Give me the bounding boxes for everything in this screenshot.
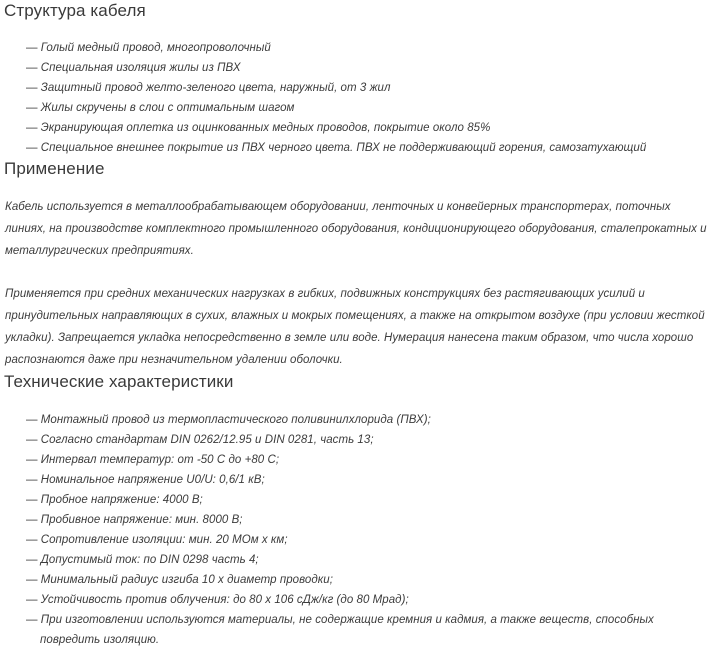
list-item [4,530,716,550]
list-item-label: Допустимый ток: по DIN 0298 часть 4; [40,554,259,566]
list-item-label: Жилы скручены в слои с оптимальным шагом [40,102,295,114]
em-dash-icon: — [26,514,38,526]
em-dash-icon: — [26,62,38,74]
list-item-label: Специальное внешнее покрытие из ПВХ черного цвета. ПВХ не поддерживающий горения, самозатухающий [40,142,647,154]
list-item [4,470,716,490]
em-dash-icon: — [26,574,38,586]
em-dash-icon: — [26,614,38,626]
specs-bullet-list [4,410,716,650]
em-dash-icon: — [26,494,38,506]
list-item-label: Сопротивление изоляции: мин. 20 МОм х км; [40,534,288,546]
list-item-label: При изготовлении используются материалы, не содержащие кремния и кадмия, а также веществ, способных повредить изоляцию. [40,614,654,646]
em-dash-icon: — [26,82,38,94]
list-item [4,510,716,530]
em-dash-icon: — [26,554,38,566]
list-item [4,118,716,138]
list-item-label: Специальная изоляция жилы из ПВХ [40,62,241,74]
list-item [4,38,716,58]
list-item [4,590,716,610]
list-item [4,430,716,450]
em-dash-icon: — [26,102,38,114]
list-item-label: Монтажный провод из термопластического поливинилхлорида (ПВХ); [40,414,431,426]
section-heading-specs: Технические характеристики [4,372,234,391]
list-item-label: Устойчивость против облучения: до 80 х 106 сДж/кг (до 80 Мрад); [40,594,409,606]
section-heading-application: Применение [4,159,105,178]
list-item [4,570,716,590]
list-item-label: Экранирующая оплетка из оцинкованных медных проводов, покрытие около 85% [40,122,491,134]
section-heading-structure: Структура кабеля [4,1,146,20]
list-item [4,550,716,570]
em-dash-icon: — [26,142,38,154]
em-dash-icon: — [26,122,38,134]
list-item-label: Пробивное напряжение: мин. 8000 В; [40,514,243,526]
em-dash-icon: — [26,534,38,546]
list-item-label: Интервал температур: от -50 С до +80 С; [40,454,280,466]
application-paragraph: Кабель используется в металлообрабатывающем оборудовании, ленточных и конвейерных транспортерах, поточных линиях, на производстве комплектного промышленного оборудования, кондиционирующего оборудования, сталепрокатных и металлургических предприятиях. [5,201,707,257]
list-item [4,98,716,118]
em-dash-icon: — [26,42,38,54]
list-item [4,450,716,470]
list-item-label: Пробное напряжение: 4000 В; [40,494,203,506]
list-item [4,410,716,430]
em-dash-icon: — [26,474,38,486]
em-dash-icon: — [26,594,38,606]
structure-bullet-list [4,38,716,158]
list-item [4,490,716,510]
em-dash-icon: — [26,454,38,466]
em-dash-icon: — [26,434,38,446]
em-dash-icon: — [26,414,38,426]
list-item [4,138,716,158]
list-item-label: Согласно стандартам DIN 0262/12.95 и DIN 0281, часть 13; [40,434,374,446]
list-item-label: Голый медный провод, многопроволочный [40,42,271,54]
application-paragraph: Применяется при средних механических нагрузках в гибких, подвижных конструкциях без растягивающих усилий и принудительных направляющих в сухих, влажных и мокрых помещениях, а также на открытом воздухе (при условии жесткой укладки). Запрещается укладка непосредственно в земле или воде. Нумерация нанесена таким образом, что числа хорошо распознаются даже при незначительном удалении оболочки. [5,288,705,366]
list-item [4,58,716,78]
list-item-label: Защитный провод желто-зеленого цвета, наружный, от 3 жил [40,82,391,94]
list-item-label: Номинальное напряжение U0/U: 0,6/1 кВ; [40,474,265,486]
list-item [4,78,716,98]
list-item [4,610,716,650]
list-item-label: Минимальный радиус изгиба 10 х диаметр проводки; [40,574,333,586]
